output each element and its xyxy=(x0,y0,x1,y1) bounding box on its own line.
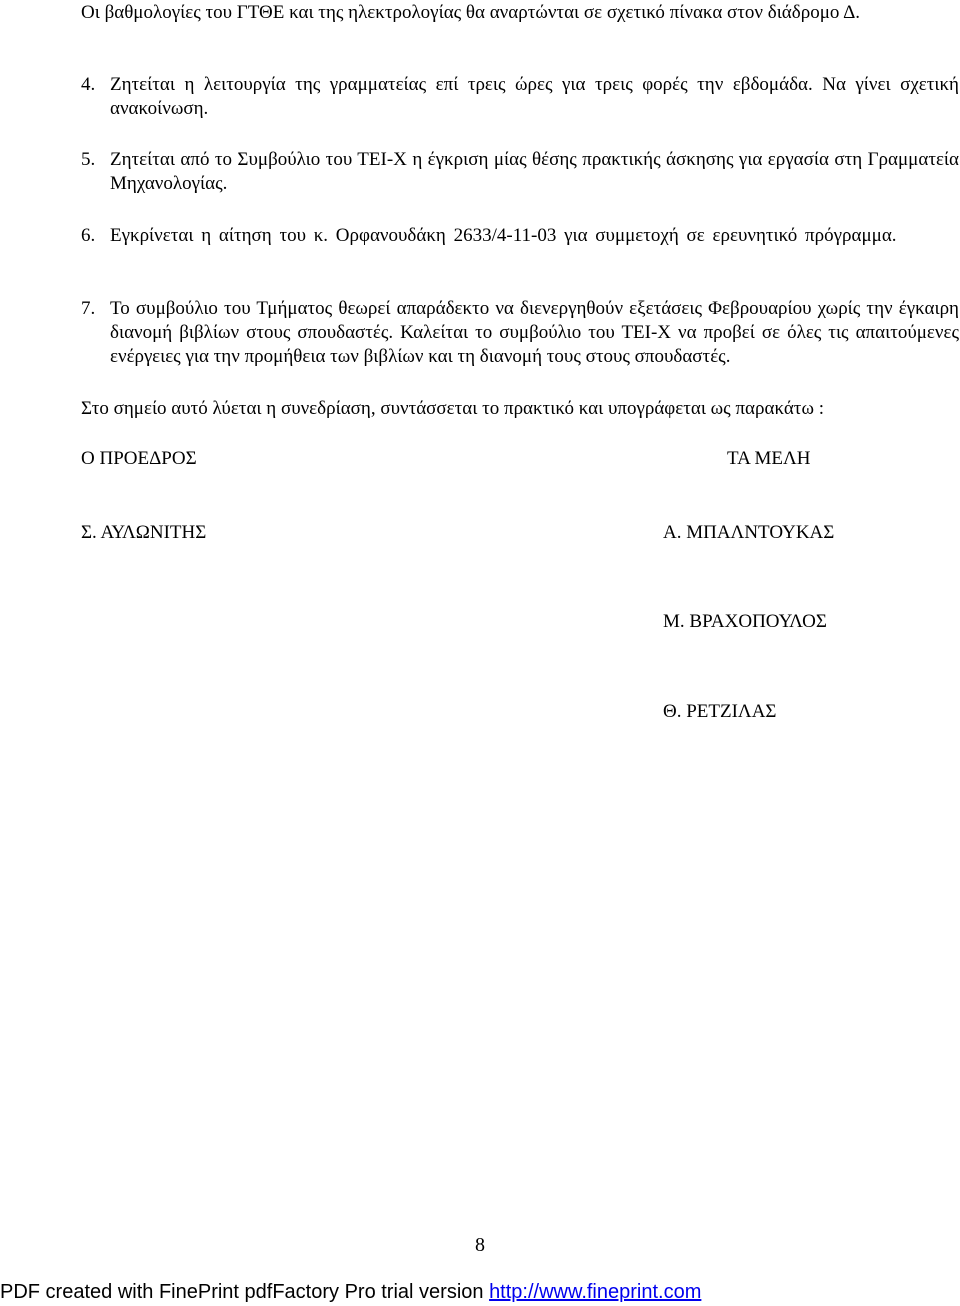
list-item-text: Το συμβούλιο του Τμήματος θεωρεί απαράδεκτο να διενεργηθούν εξετάσεις Φεβρουαρίου χωρίς την έγκαιρη διανομή βιβλίων στους σπουδαστές. Καλείται το συμβούλιο του ΤΕΙ-Χ να προβεί σε όλες τις απαιτούμενες ενέργειες για την προμήθεια των βιβλίων και τη διανομή τους στους σπουδαστές. xyxy=(110,298,959,367)
member-name: Α. ΜΠΑΛΝΤΟΥΚΑΣ xyxy=(663,522,835,543)
member-name: Θ. ΡΕΤΖΙΛΑΣ xyxy=(663,701,777,722)
members-heading: ΤΑ ΜΕΛΗ xyxy=(727,448,811,469)
list-item-7 xyxy=(81,297,959,369)
footer-text: PDF created with FinePrint pdfFactory Pro trial version xyxy=(0,1281,490,1303)
president-heading: Ο ΠΡΟΕΔΡΟΣ xyxy=(81,448,197,469)
list-item-6 xyxy=(81,224,959,248)
list-item-5 xyxy=(81,148,959,196)
list-item-number: 6. xyxy=(81,225,96,246)
member-name: Μ. ΒΡΑΧΟΠΟΥΛΟΣ xyxy=(663,611,827,632)
list-item-text: Ζητείται από το Συμβούλιο του ΤΕΙ-Χ η έγκριση μίας θέσης πρακτικής άσκησης για εργασία στη Γραμματεία Μηχανολογίας. xyxy=(110,149,959,194)
list-item-number: 4. xyxy=(81,74,96,95)
list-item-text: Ζητείται η λειτουργία της γραμματείας επί τρεις ώρες για τρεις φορές την εβδομάδα. Να γίνει σχετική ανακοίνωση. xyxy=(110,74,959,119)
intro-paragraph: Οι βαθμολογίες του ΓΤΘΕ και της ηλεκτρολογίας θα αναρτώνται σε σχετικό πίνακα στον διάδρομο Δ. xyxy=(81,2,861,23)
page-number: 8 xyxy=(475,1234,485,1256)
footer-link[interactable]: http://www.fineprint.com xyxy=(489,1281,702,1303)
president-name: Σ. ΑΥΛΩΝΙΤΗΣ xyxy=(81,522,207,543)
list-item-number: 5. xyxy=(81,149,96,170)
list-item-text: Εγκρίνεται η αίτηση του κ. Ορφανουδάκη 2633/4-11-03 για συμμετοχή σε ερευνητικό πρόγραμμα. xyxy=(110,225,897,246)
list-item-number: 7. xyxy=(81,298,96,319)
list-item-4 xyxy=(81,73,959,121)
closing-paragraph: Στο σημείο αυτό λύεται η συνεδρίαση, συντάσσεται το πρακτικό και υπογράφεται ως παρακάτω : xyxy=(81,398,824,419)
pdf-footer xyxy=(0,1279,960,1305)
